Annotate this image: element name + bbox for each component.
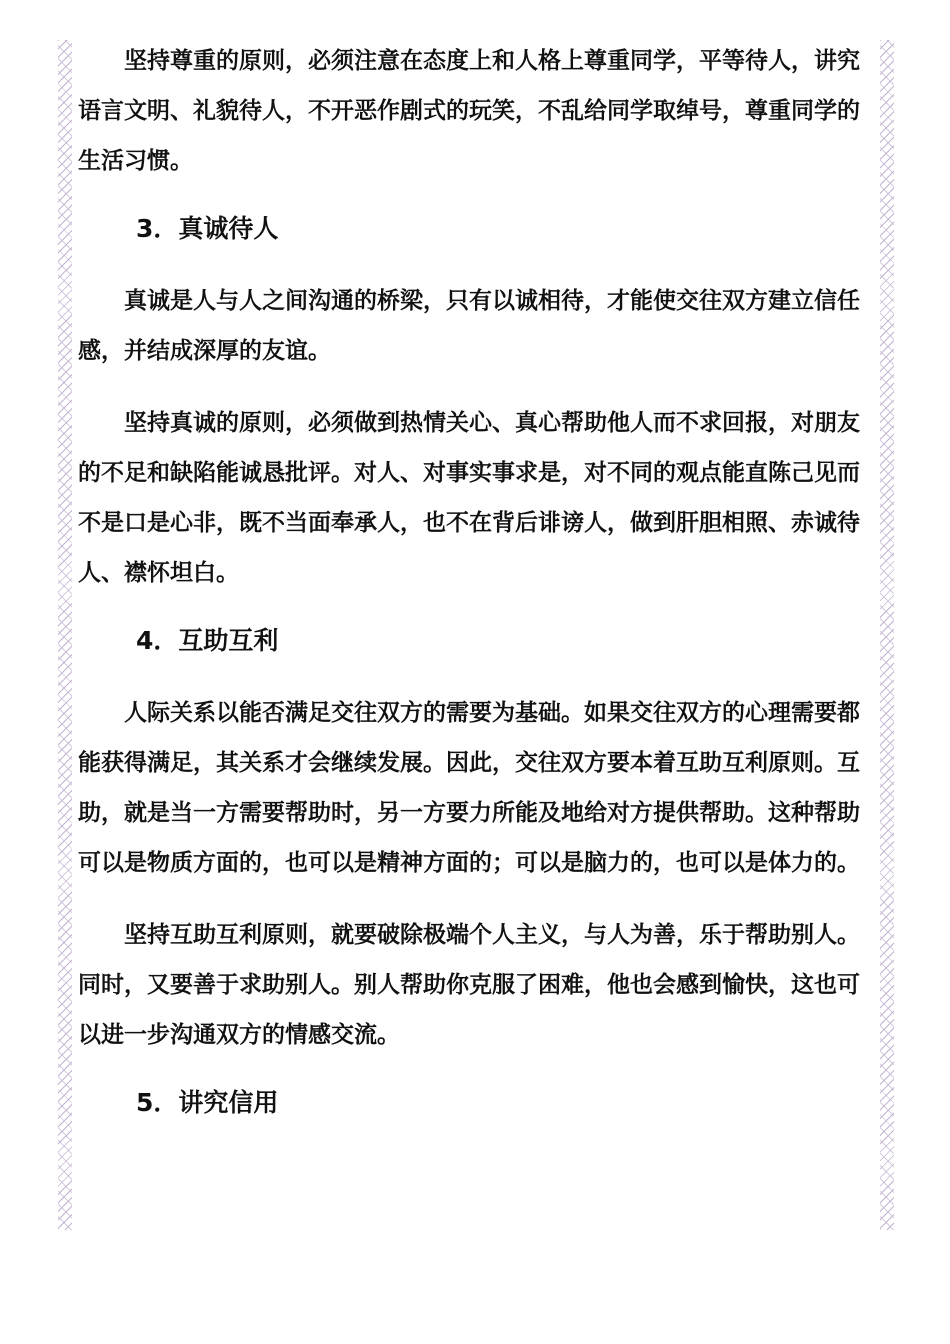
document-body (78, 36, 878, 1128)
paragraph-sincerity-principle: 坚持真诚的原则，必须做到热情关心、真心帮助他人而不求回报，对朋友的不足和缺陷能诚恳批评。对人、对事实事求是，对不同的观点能直陈己见而不是口是心非，既不当面奉承人，也不在背后诽谤人，做到肝胆相照、赤诚待人、襟怀坦白。 (78, 410, 860, 586)
heading-sincerity: 3．真诚待人 (136, 214, 279, 243)
paragraph-mutual-benefit-intro: 人际关系以能否满足交往双方的需要为基础。如果交往双方的心理需要都能获得满足，其关系才会继续发展。因此，交往双方要本着互助互利原则。互助，就是当一方需要帮助时，另一方要力所能及地给对方提供帮助。这种帮助可以是物质方面的，也可以是精神方面的；可以是脑力的，也可以是体力的。 (78, 700, 860, 876)
paragraph-mutual-benefit-principle: 坚持互助互利原则，就要破除极端个人主义，与人为善，乐于帮助别人。同时，又要善于求助别人。别人帮助你克服了困难，他也会感到愉快，这也可以进一步沟通双方的情感交流。 (78, 922, 860, 1048)
left-decorative-border (58, 40, 72, 1230)
right-decorative-border (880, 40, 894, 1230)
heading-mutual-benefit: 4．互助互利 (136, 626, 279, 655)
paragraph-respect-principle: 坚持尊重的原则，必须注意在态度上和人格上尊重同学，平等待人，讲究语言文明、礼貌待人，不开恶作剧式的玩笑，不乱给同学取绰号，尊重同学的生活习惯。 (78, 48, 860, 174)
heading-credibility: 5．讲究信用 (136, 1088, 279, 1117)
paragraph-sincerity-intro: 真诚是人与人之间沟通的桥梁，只有以诚相待，才能使交往双方建立信任感，并结成深厚的友谊。 (78, 288, 860, 364)
